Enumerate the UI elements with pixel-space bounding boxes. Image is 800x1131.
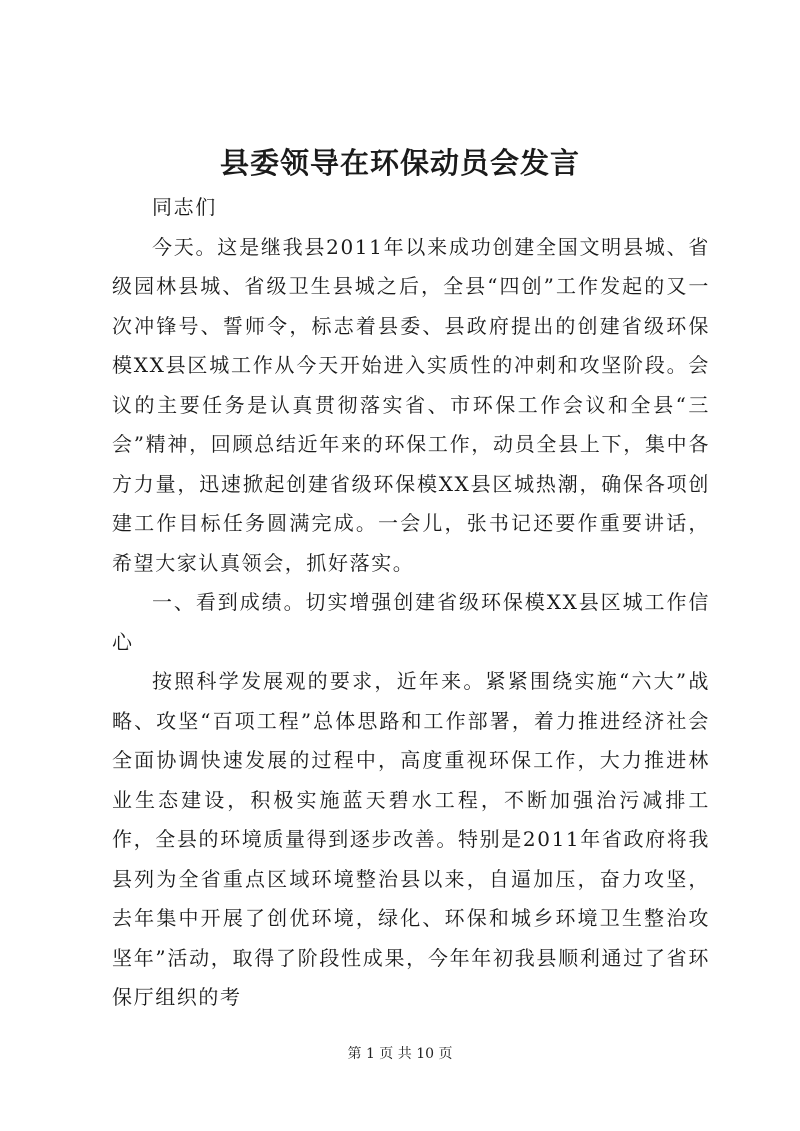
- page-title: 县委领导在环保动员会发言: [219, 146, 580, 180]
- paragraph-salutation: 同志们: [152, 195, 217, 219]
- section-heading: 一、看到成绩。切实增强创建省级环保模XX县区城工作信心: [112, 590, 710, 654]
- paragraph-opening: 今天。这是继我县2011年以来成功创建全国文明县城、省级园林县城、省级卫生县城之后，全县“四创”工作发起的又一次冲锋号、誓师令，标志着县委、县政府提出的创建省级环保模XX县区城工作从今天开始进入实质性的冲刺和攻坚阶段。会议的主要任务是认真贯彻落实省、市环保工作会议和全县“三会”精神，回顾总结近年来的环保工作，动员全县上下，集中各方力量，迅速掀起创建省级环保模XX县区城热潮，确保各项创建工作目标任务圆满完成。一会儿，张书记还要作重要讲话，希望大家认真领会，抓好落实。: [112, 234, 710, 575]
- page-footer: 第 1 页 共 10 页: [347, 1046, 453, 1062]
- paragraph-achievements: 按照科学发展观的要求，近年来。紧紧围绕实施“六大”战略、攻坚“百项工程”总体思路和工作部署，着力推进经济社会全面协调快速发展的过程中，高度重视环保工作，大力推进林业生态建设，积极实施蓝天碧水工程，不断加强治污减排工作，全县的环境质量得到逐步改善。特别是2011年省政府将我县列为全省重点区域环境整治县以来，自逼加压，奋力攻坚，去年集中开展了创优环境，绿化、环保和城乡环境卫生整治攻坚年”活动，取得了阶段性成果，今年年初我县顺利通过了省环保厅组织的考: [112, 669, 710, 1009]
- body-text: [112, 188, 710, 1018]
